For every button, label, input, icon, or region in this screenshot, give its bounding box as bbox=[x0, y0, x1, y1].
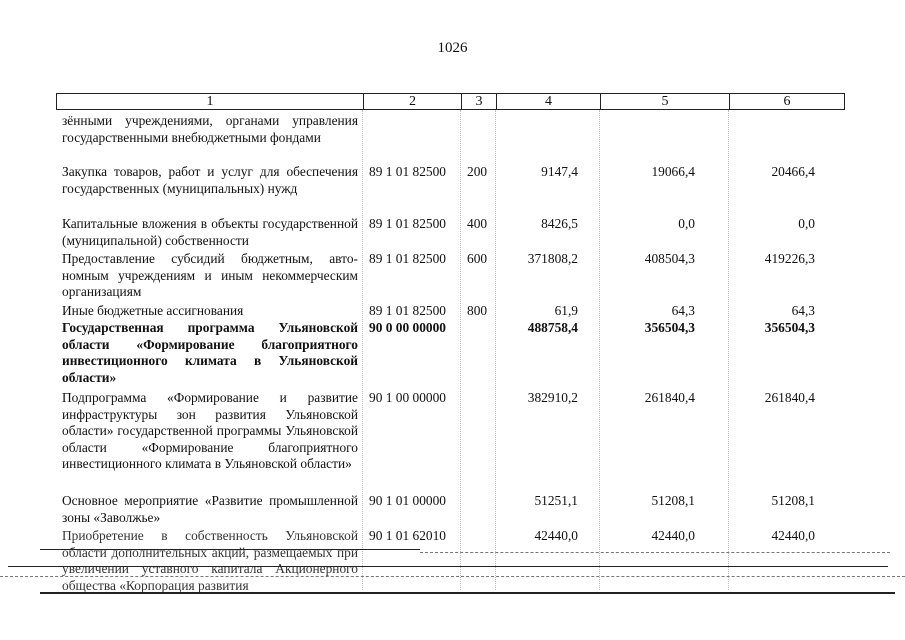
row-description: Капитальные вложения в объекты государственной (муниципальной) собственности bbox=[62, 216, 358, 248]
column-divider bbox=[362, 110, 363, 590]
column-divider bbox=[495, 110, 496, 590]
row-code: 89 1 01 82500 bbox=[369, 251, 446, 266]
scan-line bbox=[8, 566, 888, 567]
row-description: зёнными учреждениями, органами управления государственными внебюджетными фондами bbox=[62, 113, 358, 145]
scan-line bbox=[40, 592, 895, 594]
row-value-col4: 382910,2 bbox=[527, 390, 578, 405]
row-value-col5: 261840,4 bbox=[644, 390, 695, 405]
row-value-col4: 51251,1 bbox=[534, 493, 578, 508]
row-type: 400 bbox=[467, 216, 488, 231]
row-description: Предоставление субсидий бюджетным, автономным учреждениям и иным некоммерческим организациям bbox=[62, 251, 358, 299]
row-value-col6: 42440,0 bbox=[771, 528, 815, 543]
row-value-col6: 0,0 bbox=[798, 216, 815, 231]
header-col-2: 2 bbox=[363, 94, 461, 109]
row-type: 200 bbox=[467, 164, 488, 179]
row-value-col4: 8426,5 bbox=[541, 216, 578, 231]
row-value-col6: 419226,3 bbox=[764, 251, 815, 266]
header-col-4: 4 bbox=[496, 94, 600, 109]
column-divider bbox=[728, 110, 729, 590]
row-value-col4: 61,9 bbox=[554, 303, 578, 318]
row-value-col5: 408504,3 bbox=[644, 251, 695, 266]
page-number: 1026 bbox=[437, 40, 468, 56]
scan-line bbox=[420, 552, 890, 553]
row-value-col5: 0,0 bbox=[678, 216, 695, 231]
row-value-col6: 51208,1 bbox=[771, 493, 815, 508]
row-value-col5: 356504,3 bbox=[644, 320, 695, 335]
row-code: 89 1 01 82500 bbox=[369, 303, 446, 318]
row-value-col4: 371808,2 bbox=[527, 251, 578, 266]
row-description: Закупка товаров, работ и услуг для обеспечения государственных (муниципальных) нужд bbox=[62, 164, 358, 196]
row-description: Подпрограмма «Формирование и развитие инфраструктуры зон развития Ульяновской области» государственной программы Ульяновской области «Формирование благоприятного инвестиционного климата в Ульяновской области» bbox=[62, 390, 358, 471]
row-value-col5: 19066,4 bbox=[651, 164, 695, 179]
row-description: Государственная программа Ульяновской области «Формирование благоприятного инвестиционного климата в Ульяновской области» bbox=[62, 320, 358, 385]
row-description: Основное мероприятие «Развитие промышленной зоны «Заволжье» bbox=[62, 493, 358, 525]
row-value-col6: 261840,4 bbox=[764, 390, 815, 405]
row-code: 89 1 01 82500 bbox=[369, 164, 446, 179]
row-type: 800 bbox=[467, 303, 488, 318]
scan-line bbox=[40, 549, 420, 550]
row-value-col4: 42440,0 bbox=[534, 528, 578, 543]
row-value-col6: 20466,4 bbox=[771, 164, 815, 179]
row-value-col5: 51208,1 bbox=[651, 493, 695, 508]
row-value-col4: 9147,4 bbox=[541, 164, 578, 179]
row-code: 90 1 01 00000 bbox=[369, 493, 446, 508]
header-col-3: 3 bbox=[461, 94, 496, 109]
row-value-col4: 488758,4 bbox=[527, 320, 578, 335]
header-col-1: 1 bbox=[206, 94, 214, 109]
column-divider bbox=[460, 110, 461, 590]
scan-line bbox=[0, 576, 905, 577]
header-col-5: 5 bbox=[600, 94, 729, 109]
row-value-col6: 64,3 bbox=[791, 303, 815, 318]
row-description: Иные бюджетные ассигнования bbox=[62, 303, 244, 318]
row-value-col5: 64,3 bbox=[671, 303, 695, 318]
column-divider bbox=[599, 110, 600, 590]
row-code: 89 1 01 82500 bbox=[369, 216, 446, 231]
row-code: 90 0 00 00000 bbox=[369, 320, 446, 335]
row-code: 90 1 00 00000 bbox=[369, 390, 446, 405]
row-value-col6: 356504,3 bbox=[764, 320, 815, 335]
header-col-6: 6 bbox=[729, 94, 844, 109]
row-value-col5: 42440,0 bbox=[651, 528, 695, 543]
row-description: Приобретение в собственность Ульяновской области дополнительных акций, размещаемых при увеличении уставного капитала Акционерного общества «Корпорация развития bbox=[62, 528, 358, 593]
row-type: 600 bbox=[467, 251, 488, 266]
table-header bbox=[56, 93, 845, 110]
row-code: 90 1 01 62010 bbox=[369, 528, 446, 543]
